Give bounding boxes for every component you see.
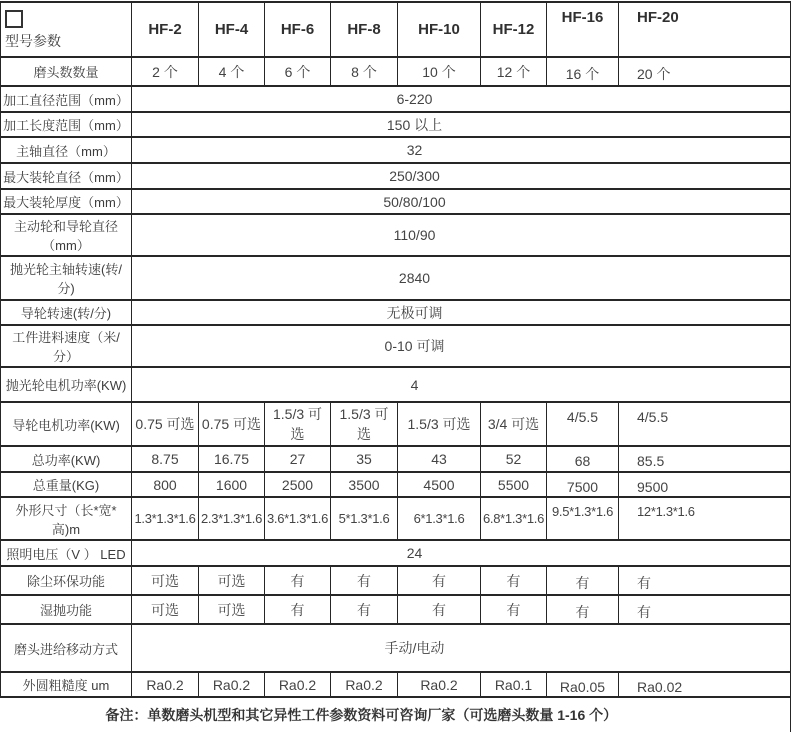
span-value-cell: 无极可调 — [132, 300, 791, 325]
value-cell: 10 个 — [398, 57, 481, 86]
row-label: 主轴直径（mm） — [1, 137, 132, 163]
value-cell: Ra0.1 — [481, 672, 547, 697]
value-cell: 9500 — [619, 472, 791, 497]
row-max-wheel-diameter — [1, 163, 791, 189]
value-cell: 43 — [398, 446, 481, 472]
model-header-hf12: HF-12 — [481, 2, 547, 57]
row-dimensions — [1, 497, 791, 540]
span-value-cell: 32 — [132, 137, 791, 163]
row-label: 最大装轮厚度（mm） — [1, 189, 132, 214]
row-label: 最大装轮直径（mm） — [1, 163, 132, 189]
value-cell: 有 — [398, 566, 481, 595]
row-diameter-range — [1, 86, 791, 112]
row-wet-polishing — [1, 595, 791, 624]
row-total-weight — [1, 472, 791, 497]
value-cell: 9.5*1.3*1.6 — [547, 497, 619, 540]
value-cell: 0.75 可选 — [199, 402, 265, 446]
row-head-feed-mode — [1, 624, 791, 672]
row-dust-removal — [1, 566, 791, 595]
value-cell: 有 — [398, 595, 481, 624]
value-cell: 6*1.3*1.6 — [398, 497, 481, 540]
model-header-hf10: HF-10 — [398, 2, 481, 57]
model-header-hf6: HF-6 — [265, 2, 331, 57]
span-value-cell: 150 以上 — [132, 112, 791, 137]
value-cell: 可选 — [199, 595, 265, 624]
span-value-cell: 6-220 — [132, 86, 791, 112]
value-cell: 1600 — [199, 472, 265, 497]
value-cell: Ra0.2 — [199, 672, 265, 697]
value-cell: 2500 — [265, 472, 331, 497]
value-cell: 有 — [547, 566, 619, 595]
row-label: 外圆粗糙度 um — [1, 672, 132, 697]
value-cell: 6.8*1.3*1.6 — [481, 497, 547, 540]
value-cell: 85.5 — [619, 446, 791, 472]
value-cell: 68 — [547, 446, 619, 472]
span-value-cell: 250/300 — [132, 163, 791, 189]
value-cell: 有 — [331, 595, 398, 624]
value-cell: 有 — [265, 595, 331, 624]
row-label: 除尘环保功能 — [1, 566, 132, 595]
value-cell: 20 个 — [619, 57, 791, 86]
row-label: 导轮电机功率(KW) — [1, 402, 132, 446]
value-cell: Ra0.2 — [265, 672, 331, 697]
value-cell: 12 个 — [481, 57, 547, 86]
row-label: 主动轮和导轮直径（mm） — [1, 214, 132, 256]
row-polishing-spindle-speed — [1, 256, 791, 300]
value-cell: 7500 — [547, 472, 619, 497]
value-cell: 6 个 — [265, 57, 331, 86]
value-cell: 8.75 — [132, 446, 199, 472]
span-value-cell: 4 — [132, 367, 791, 402]
model-header-hf2: HF-2 — [132, 2, 199, 57]
span-value-cell: 24 — [132, 540, 791, 566]
value-cell: 52 — [481, 446, 547, 472]
value-cell: 4/5.5 — [619, 402, 791, 446]
value-cell: 可选 — [132, 566, 199, 595]
value-cell: 12*1.3*1.6 — [619, 497, 791, 540]
value-cell: 1.5/3 可选 — [398, 402, 481, 446]
model-header-hf8: HF-8 — [331, 2, 398, 57]
row-polishing-motor-power — [1, 367, 791, 402]
row-label: 湿抛功能 — [1, 595, 132, 624]
model-header-hf4: HF-4 — [199, 2, 265, 57]
value-cell: Ra0.2 — [398, 672, 481, 697]
row-label: 抛光轮电机功率(KW) — [1, 367, 132, 402]
row-length-range — [1, 112, 791, 137]
span-value-cell: 110/90 — [132, 214, 791, 256]
row-label: 总功率(KW) — [1, 446, 132, 472]
value-cell: Ra0.2 — [331, 672, 398, 697]
value-cell: 可选 — [132, 595, 199, 624]
value-cell: Ra0.05 — [547, 672, 619, 697]
value-cell: 1.3*1.3*1.6 — [132, 497, 199, 540]
row-label: 磨头数数量 — [1, 57, 132, 86]
value-cell: 1.5/3 可选 — [331, 402, 398, 446]
row-label: 抛光轮主轴转速(转/分) — [1, 256, 132, 300]
value-cell: 1.5/3 可选 — [265, 402, 331, 446]
value-cell: 有 — [331, 566, 398, 595]
value-cell: Ra0.02 — [619, 672, 791, 697]
value-cell: 有 — [481, 566, 547, 595]
row-label: 照明电压（V ） LED — [1, 540, 132, 566]
value-cell: 可选 — [199, 566, 265, 595]
row-total-power — [1, 446, 791, 472]
row-label: 加工长度范围（mm） — [1, 112, 132, 137]
span-value-cell: 2840 — [132, 256, 791, 300]
corner-label: 型号参数 — [5, 33, 61, 49]
value-cell: 有 — [547, 595, 619, 624]
header-row — [1, 2, 791, 57]
row-lighting-voltage — [1, 540, 791, 566]
row-guide-wheel-speed — [1, 300, 791, 325]
corner-cell — [1, 2, 132, 57]
row-label: 总重量(KG) — [1, 472, 132, 497]
row-drive-guide-wheel-diameter — [1, 214, 791, 256]
value-cell: 4 个 — [199, 57, 265, 86]
row-spindle-diameter — [1, 137, 791, 163]
value-cell: Ra0.2 — [132, 672, 199, 697]
image-placeholder-icon — [5, 10, 23, 28]
row-label: 磨头进给移动方式 — [1, 624, 132, 672]
value-cell: 2 个 — [132, 57, 199, 86]
value-cell: 4/5.5 — [547, 402, 619, 446]
value-cell: 有 — [481, 595, 547, 624]
value-cell: 有 — [619, 566, 791, 595]
row-label: 外形尺寸（长*宽*高)m — [1, 497, 132, 540]
spec-table — [0, 1, 791, 732]
span-value-cell: 0-10 可调 — [132, 325, 791, 367]
value-cell: 3/4 可选 — [481, 402, 547, 446]
row-feed-speed — [1, 325, 791, 367]
row-max-wheel-thickness — [1, 189, 791, 214]
row-roughness — [1, 672, 791, 697]
row-label: 工件进料速度（米/分） — [1, 325, 132, 367]
value-cell: 有 — [265, 566, 331, 595]
model-header-hf20: HF-20 — [619, 2, 791, 57]
value-cell: 3500 — [331, 472, 398, 497]
value-cell: 4500 — [398, 472, 481, 497]
row-label: 导轮转速(转/分) — [1, 300, 132, 325]
span-value-cell: 手动/电动 — [132, 624, 791, 672]
remarks-row — [1, 697, 791, 732]
value-cell: 0.75 可选 — [132, 402, 199, 446]
value-cell: 16 个 — [547, 57, 619, 86]
value-cell: 5*1.3*1.6 — [331, 497, 398, 540]
row-label: 加工直径范围（mm） — [1, 86, 132, 112]
value-cell: 16.75 — [199, 446, 265, 472]
remarks-note: 备注：单数磨头机型和其它异性工件参数资料可咨询厂家（可选磨头数量 1-16 个） — [1, 697, 791, 732]
value-cell: 2.3*1.3*1.6 — [199, 497, 265, 540]
row-head-count — [1, 57, 791, 86]
value-cell: 800 — [132, 472, 199, 497]
value-cell: 3.6*1.3*1.6 — [265, 497, 331, 540]
value-cell: 5500 — [481, 472, 547, 497]
span-value-cell: 50/80/100 — [132, 189, 791, 214]
value-cell: 27 — [265, 446, 331, 472]
row-guide-motor-power — [1, 402, 791, 446]
value-cell: 35 — [331, 446, 398, 472]
value-cell: 有 — [619, 595, 791, 624]
value-cell: 8 个 — [331, 57, 398, 86]
model-header-hf16: HF-16 — [547, 2, 619, 57]
